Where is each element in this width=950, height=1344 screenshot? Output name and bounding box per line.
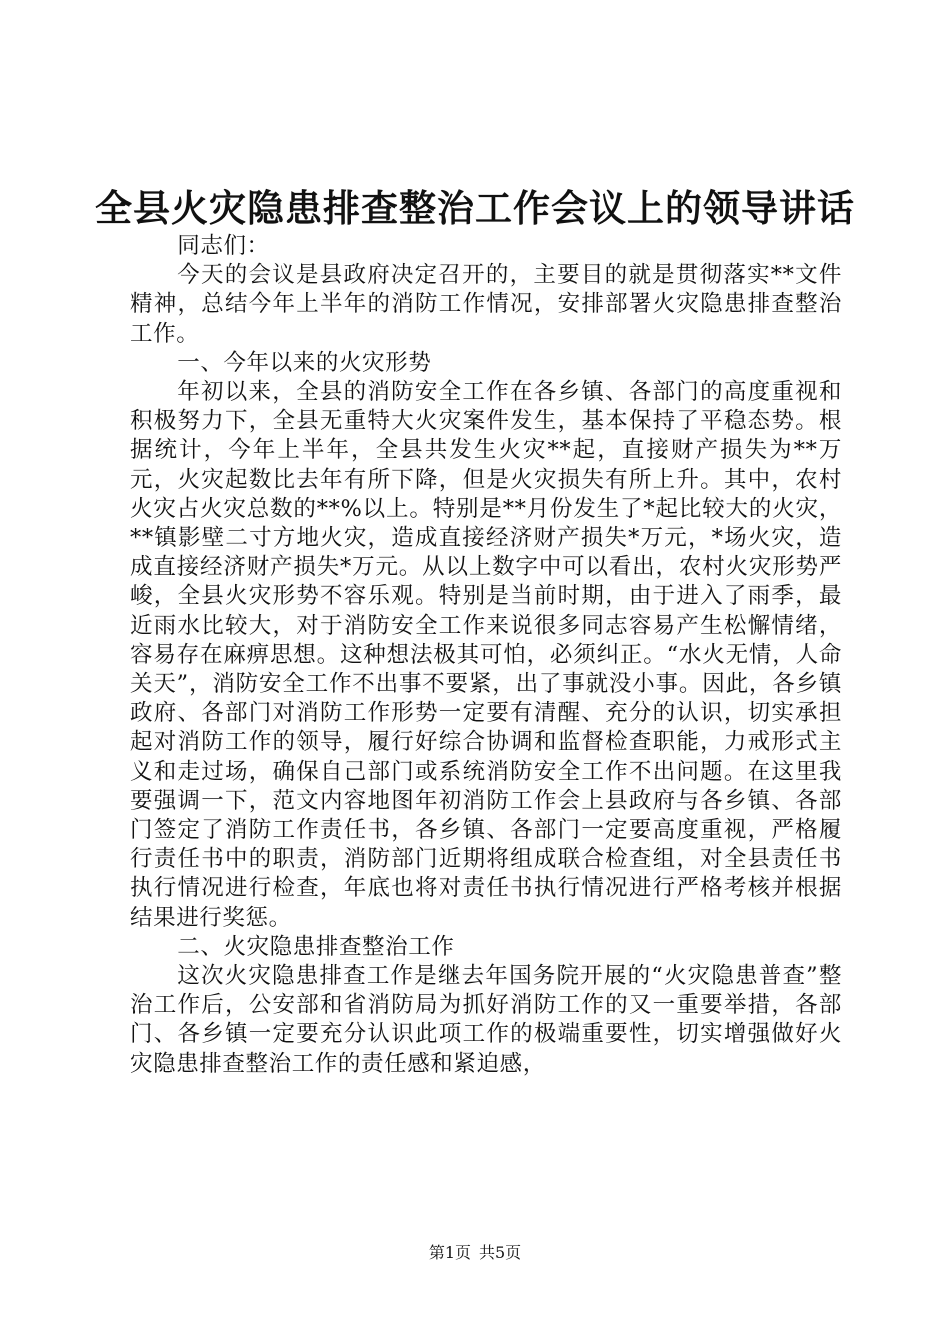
page-number: 第1页 [428, 1243, 471, 1262]
section-heading-1: 一、今年以来的火灾形势 [177, 349, 432, 376]
page-footer [0, 1242, 950, 1264]
salutation: 同志们： [177, 233, 270, 259]
intro-paragraph: 今天的会议是县政府决定召开的，主要目的就是贯彻落实**文件精神，总结今年上半年的消防工作情况，安排部署火灾隐患排查整治工作。 [130, 262, 842, 347]
hazard-inspection-paragraph: 这次火灾隐患排查工作是继去年国务院开展的“火灾隐患普查”整治工作后，公安部和省消防局为抓好消防工作的又一重要举措，各部门、各乡镇一定要充分认识此项工作的极端重要性，切实增强做好火灾隐患排查整治工作的责任感和紧迫感， [130, 963, 842, 1077]
fire-situation-paragraph: 年初以来，全县的消防安全工作在各乡镇、各部门的高度重视和积极努力下，全县无重特大火灾案件发生，基本保持了平稳态势。根据统计，今年上半年，全县共发生火灾**起，直接财产损失为**万元，火灾起数比去年有所下降，但是火灾损失有所上升。其中，农村火灾占火灾总数的**%以上。特别是**月份发生了*起比较大的火灾，**镇影壁二寸方地火灾，造成直接经济财产损失*万元，*场火灾，造成直接经济财产损失*万元。从以上数字中可以看出，农村火灾形势严峻，全县火灾形势不容乐观。特别是当前时期，由于进入了雨季，最近雨水比较大，对于消防安全工作来说很多同志容易产生松懈情绪，容易存在麻痹思想。这种想法极其可怕，必须纠正。“水火无情，人命关天”，消防安全工作不出事不要紧，出了事就没小事。因此，各乡镇政府、各部门对消防工作形势一定要有清醒、充分的认识，切实承担起对消防工作的领导，履行好综合协调和监督检查职能，力戒形式主义和走过场，确保自己部门或系统消防安全工作不出问题。在这里我要强调一下，范文内容地图年初消防工作会上县政府与各乡镇、各部门签定了消防工作责任书，各乡镇、各部门一定要高度重视，严格履行责任书中的职责，消防部门近期将组成联合检查组，对全县责任书执行情况进行检查，年底也将对责任书执行情况进行严格考核并根据结果进行奖惩。 [130, 379, 842, 931]
section-heading-2: 二、火灾隐患排查整治工作 [177, 933, 455, 960]
page-total: 共5页 [479, 1243, 522, 1262]
document-body [130, 232, 842, 1079]
document-title: 全县火灾隐患排查整治工作会议上的领导讲话 [95, 186, 855, 230]
